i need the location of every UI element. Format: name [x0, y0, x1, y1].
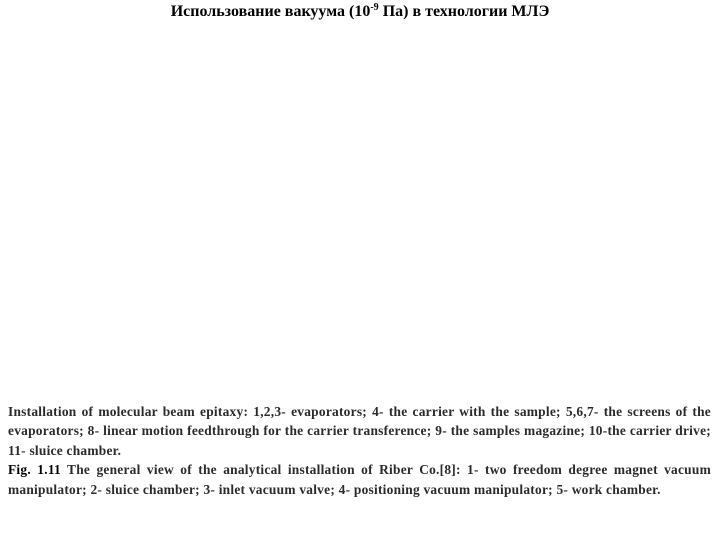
title-exponent: -9	[370, 2, 379, 13]
caption-paragraph-2	[8, 460, 711, 499]
caption-paragraph-2-text: The general view of the analytical installation of Riber Co.[8]: 1- two freedom degree magnet vacuum manipulator; 2- sluice chamber; 3- inlet vacuum valve; 4- positioning vacuum manipulator; 5- work chamber.	[8, 462, 711, 497]
figure-caption	[8, 402, 711, 499]
caption-paragraph-1: Installation of molecular beam epitaxy: 1,2,3- evaporators; 4- the carrier with the sample; 5,6,7- the screens of the evaporators; 8- linear motion feedthrough for the carrier transference; 9- the samples magazine; 10-the carrier drive; 11- sluice chamber.	[8, 404, 711, 458]
title-prefix: Использование вакуума (10	[170, 3, 371, 20]
title-suffix: Па) в технологии МЛЭ	[378, 3, 550, 20]
slide-title	[0, 2, 720, 22]
figure-area	[8, 32, 712, 394]
figure-label: Fig. 1.11	[8, 462, 61, 478]
